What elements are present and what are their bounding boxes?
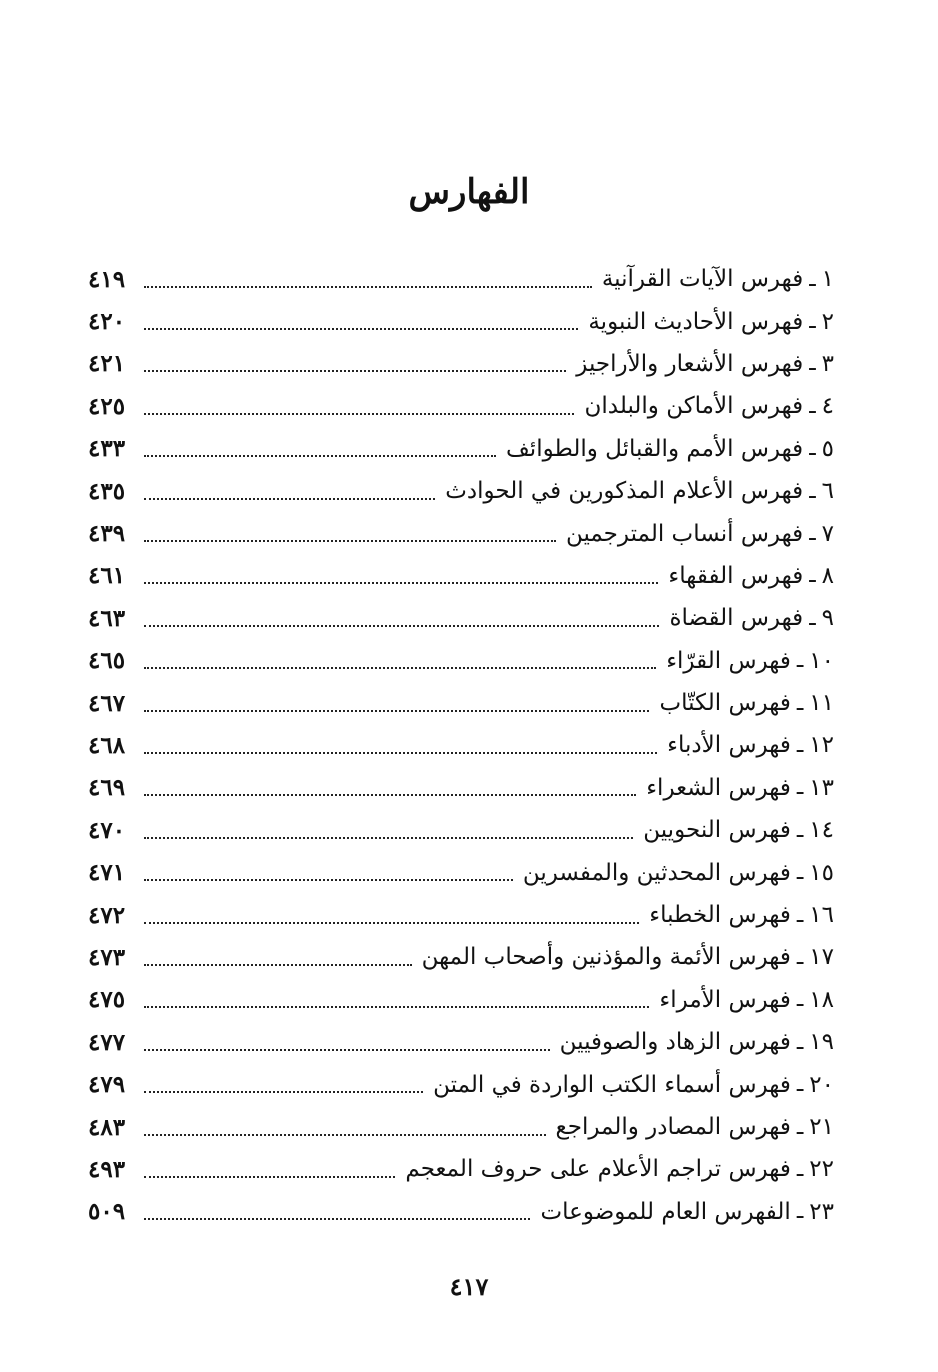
dot-leader [144, 1005, 649, 1008]
toc-entry-number: ١١ [809, 690, 834, 717]
toc-entry-title: فهرس الآيات القرآنية [601, 266, 804, 293]
dot-leader [144, 878, 513, 881]
toc-entry-separator: ـ [809, 351, 816, 377]
dot-leader [144, 539, 556, 542]
toc-entry-number: ١٢ [809, 732, 834, 759]
toc-entry [88, 724, 834, 766]
toc-entry-separator: ـ [809, 478, 816, 504]
toc-entry [88, 1148, 834, 1190]
toc-entry [88, 1106, 834, 1148]
toc-entry-separator: ـ [796, 648, 804, 674]
dot-leader [144, 624, 659, 627]
toc-entry-page: ٤٦٩ [88, 774, 126, 802]
dot-leader [144, 751, 657, 754]
dot-leader [144, 454, 496, 457]
toc-entry-title: الفهرس العام للموضوعات [540, 1198, 791, 1225]
dot-leader [144, 1090, 423, 1093]
toc-entry-number: ١٣ [809, 774, 834, 801]
toc-entry-number: ١٧ [809, 944, 834, 971]
dot-leader [144, 285, 592, 288]
toc-entry-number: ٢٣ [809, 1198, 834, 1225]
toc-entry-separator: ـ [796, 817, 804, 843]
toc-entry-page: ٤٢٠ [88, 308, 126, 336]
toc-entry-page: ٤٢٥ [88, 392, 126, 420]
toc-entry [88, 640, 834, 682]
toc-entry [88, 936, 834, 978]
toc-entry-separator: ـ [796, 732, 804, 758]
toc-entry-number: ١٨ [809, 986, 834, 1013]
toc-entry-page: ٤٨٣ [88, 1113, 126, 1141]
toc-entry-page: ٤٧٩ [88, 1071, 126, 1099]
toc-entry-title: فهرس الكتّاب [659, 690, 791, 717]
toc-entry-number: ٧ [821, 520, 834, 547]
toc-entry-page: ٤٣٣ [88, 435, 126, 463]
toc-entry-number: ١٩ [809, 1029, 834, 1056]
toc-entry-title: فهرس الأحاديث النبوية [588, 308, 804, 335]
toc-entry [88, 1191, 834, 1233]
toc-entry-number: ٥ [821, 435, 834, 462]
dot-leader [144, 1048, 550, 1051]
toc-entry [88, 343, 834, 385]
toc-entry-separator: ـ [796, 690, 804, 716]
toc-entry-number: ٢٠ [809, 1071, 834, 1098]
toc-entry-number: ١ [821, 266, 834, 293]
toc-entry-page: ٤٧٢ [88, 901, 126, 929]
dot-leader [144, 497, 435, 500]
toc-entry-separator: ـ [796, 902, 804, 928]
dot-leader [144, 1133, 546, 1136]
toc-entry-separator: ـ [796, 987, 804, 1013]
toc-entry-page: ٤٣٩ [88, 520, 126, 548]
toc-entry-page: ٤٧٥ [88, 986, 126, 1014]
toc-entry-title: فهرس الزهاد والصوفيين [559, 1029, 791, 1056]
toc-entry-number: ٦ [821, 478, 834, 505]
toc-entry-page: ٤٩٣ [88, 1155, 126, 1183]
toc-entry-title: فهرس أنساب المترجمين [565, 520, 804, 547]
toc-entry [88, 428, 834, 470]
table-of-contents [88, 258, 834, 1233]
toc-entry-separator: ـ [809, 605, 816, 631]
toc-entry-number: ١٥ [809, 859, 834, 886]
toc-entry [88, 1063, 834, 1105]
toc-entry-page: ٤٧٧ [88, 1028, 126, 1056]
toc-entry-page: ٥٠٩ [88, 1198, 126, 1226]
dot-leader [144, 1217, 530, 1220]
toc-entry [88, 851, 834, 893]
toc-entry-title: فهرس الأدباء [667, 732, 791, 759]
toc-entry [88, 597, 834, 639]
dot-leader [144, 581, 658, 584]
toc-entry-separator: ـ [796, 1114, 804, 1140]
toc-entry-number: ٢٢ [809, 1156, 834, 1183]
toc-entry-page: ٤٧٣ [88, 943, 126, 971]
toc-entry-number: ١٤ [809, 817, 834, 844]
toc-entry-title: فهرس الأمم والقبائل والطوائف [505, 435, 804, 462]
toc-entry-separator: ـ [809, 563, 816, 589]
toc-entry-title: فهرس المصادر والمراجع [555, 1114, 791, 1140]
toc-entry-separator: ـ [796, 944, 804, 970]
toc-entry-title: فهرس أسماء الكتب الواردة في المتن [433, 1071, 791, 1098]
toc-entry-number: ٩ [821, 605, 834, 632]
toc-entry-title: فهرس تراجم الأعلام على حروف المعجم [405, 1156, 791, 1183]
toc-entry-number: ١٠ [809, 647, 834, 674]
toc-entry-page: ٤١٩ [88, 265, 126, 293]
toc-entry-title: فهرس الأمراء [659, 986, 791, 1013]
toc-entry-number: ٢ [821, 308, 834, 335]
toc-entry-separator: ـ [809, 521, 816, 547]
toc-entry-title: فهرس القرّاء [666, 647, 791, 674]
toc-entry-title: فهرس النحويين [643, 817, 791, 844]
toc-entry-title: فهرس الأئمة والمؤذنين وأصحاب المهن [421, 944, 791, 971]
toc-entry-number: ١٦ [809, 902, 834, 929]
dot-leader [144, 1175, 395, 1178]
dot-leader [144, 709, 649, 712]
toc-entry [88, 767, 834, 809]
toc-entry-separator: ـ [809, 266, 816, 292]
toc-entry-separator: ـ [809, 309, 816, 335]
toc-entry-title: فهرس الأشعار والأراجيز [576, 350, 804, 377]
toc-entry-title: فهرس المحدثين والمفسرين [522, 859, 791, 886]
toc-entry [88, 470, 834, 512]
toc-entry-page: ٤٧١ [88, 859, 126, 887]
toc-entry-title: فهرس الخطباء [649, 902, 791, 929]
toc-entry-separator: ـ [809, 436, 816, 462]
toc-entry [88, 682, 834, 724]
toc-entry-number: ٣ [821, 350, 834, 377]
toc-entry-page: ٤٣٥ [88, 477, 126, 505]
toc-entry [88, 979, 834, 1021]
dot-leader [144, 327, 578, 330]
toc-entry-title: فهرس الشعراء [646, 774, 791, 801]
toc-entry [88, 300, 834, 342]
toc-entry-page: ٤٦٨ [88, 731, 126, 759]
toc-entry-title: فهرس الأماكن والبلدان [584, 393, 804, 420]
toc-entry-page: ٤٧٠ [88, 816, 126, 844]
toc-entry-number: ٨ [821, 562, 834, 589]
toc-entry [88, 385, 834, 427]
toc-entry [88, 1021, 834, 1063]
toc-entry-separator: ـ [796, 1199, 804, 1225]
toc-entry [88, 258, 834, 300]
toc-entry-separator: ـ [796, 1072, 804, 1098]
dot-leader [144, 963, 412, 966]
page-number: ٤١٧ [449, 1272, 489, 1301]
toc-entry-separator: ـ [796, 860, 804, 886]
toc-entry-number: ٤ [821, 393, 834, 420]
toc-entry-title: فهرس الأعلام المذكورين في الحوادث [445, 478, 804, 505]
toc-entry [88, 512, 834, 554]
dot-leader [144, 412, 574, 415]
dot-leader [144, 369, 566, 372]
toc-entry-page: ٤٦١ [88, 562, 126, 590]
toc-entry [88, 894, 834, 936]
dot-leader [144, 666, 656, 669]
toc-entry-separator: ـ [809, 393, 816, 419]
toc-entry-separator: ـ [796, 1156, 804, 1182]
toc-entry [88, 809, 834, 851]
toc-entry-title: فهرس القضاة [669, 605, 804, 632]
toc-entry-title: فهرس الفقهاء [668, 562, 804, 589]
toc-entry-separator: ـ [796, 775, 804, 801]
page-title: الفهارس [408, 172, 530, 212]
toc-entry-page: ٤٦٧ [88, 689, 126, 717]
toc-entry-number: ٢١ [809, 1114, 834, 1140]
dot-leader [144, 921, 639, 924]
toc-entry-page: ٤٢١ [88, 350, 126, 378]
dot-leader [144, 793, 636, 796]
dot-leader [144, 836, 633, 839]
toc-entry-page: ٤٦٣ [88, 604, 126, 632]
toc-entry [88, 555, 834, 597]
toc-entry-page: ٤٦٥ [88, 647, 126, 675]
toc-entry-separator: ـ [796, 1029, 804, 1055]
